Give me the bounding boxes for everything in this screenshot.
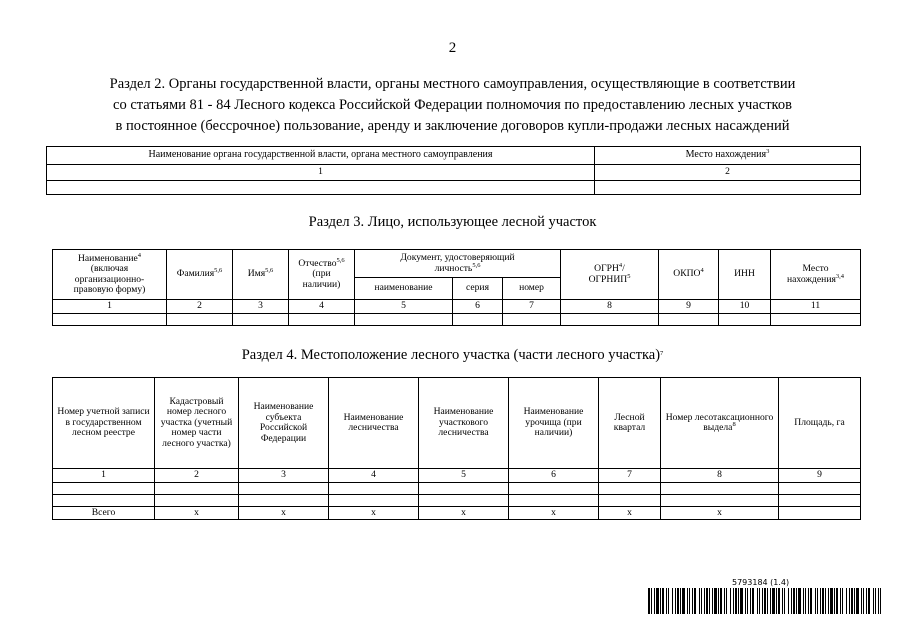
s4-colnum: 1: [53, 469, 155, 483]
s3-header-patronymic: Отчество$^{5,6}$ (при наличии): [289, 250, 355, 300]
barcode-number: 5793184 (1.4): [732, 578, 790, 587]
s4-header-tract: Наименование урочища (при наличии): [509, 378, 599, 469]
s4-total-mark: x: [599, 507, 661, 520]
s4-total-mark: x: [239, 507, 329, 520]
section2-table: [46, 146, 861, 195]
s3-header-firstname: Имя$^{5,6}$: [233, 250, 289, 300]
s3-colnum: 7: [503, 300, 561, 314]
s4-data-cell: [599, 495, 661, 507]
s4-data-cell: [779, 483, 861, 495]
s4-header-district-forestry: Наименование участкового лесничества: [419, 378, 509, 469]
s3-data-cell: [503, 314, 561, 326]
s3-header-surname: Фамилия$^{5,6}$: [167, 250, 233, 300]
section4-title: Раздел 4. Местоположение лесного участка (части лесного участка)$^7$: [241, 347, 664, 363]
s4-header-cadastral: Кадастровый номер лесного участка (учетный номер части лесного участка): [155, 378, 239, 469]
s4-total-area: [779, 507, 861, 520]
s4-colnum: 6: [509, 469, 599, 483]
s3-header-inn: ИНН: [719, 250, 771, 300]
s4-header-quarter: Лесной квартал: [599, 378, 661, 469]
s3-colnum: 2: [167, 300, 233, 314]
s4-colnum: 9: [779, 469, 861, 483]
s4-header-registry: Номер учетной записи в государственном лесном реестре: [53, 378, 155, 469]
s3-colnum: 9: [659, 300, 719, 314]
section2-title-line: в постоянное (бессрочное) пользование, аренду и заключение договоров купли-продажи лесных насаждений: [115, 118, 790, 134]
s4-data-cell: [661, 483, 779, 495]
s3-header-ogrn: ОГРН$^4$/ ОГРНИП$^5$: [561, 250, 659, 300]
section2-title-line: Раздел 2. Органы государственной власти, органы местного самоуправления, осуществляющие в соответствии: [109, 76, 796, 92]
s4-total-mark: x: [509, 507, 599, 520]
s4-colnum: 3: [239, 469, 329, 483]
s3-header-doc-number: номер: [503, 278, 561, 300]
s3-data-cell: [771, 314, 861, 326]
s4-colnum: 4: [329, 469, 419, 483]
s4-total-mark: x: [155, 507, 239, 520]
s3-data-cell: [233, 314, 289, 326]
s4-data-cell: [239, 483, 329, 495]
section3-title: Раздел 3. Лицо, использующее лесной участок: [308, 214, 597, 230]
s4-colnum: 5: [419, 469, 509, 483]
s4-data-cell: [509, 495, 599, 507]
s3-header-okpo: ОКПО$^4$: [659, 250, 719, 300]
s4-data-cell: [509, 483, 599, 495]
s4-data-cell: [779, 495, 861, 507]
s4-data-cell: [53, 483, 155, 495]
s3-colnum: 11: [771, 300, 861, 314]
s2-header-location: Место нахождения$^3$: [595, 147, 861, 165]
s3-data-cell: [289, 314, 355, 326]
s4-data-cell: [329, 495, 419, 507]
s4-data-cell: [419, 495, 509, 507]
s3-colnum: 5: [355, 300, 453, 314]
s3-data-cell: [53, 314, 167, 326]
s3-header-name: Наименование$^4$ (включая организационно- правовую форму): [53, 250, 167, 300]
s2-colnum: 2: [595, 165, 861, 181]
s2-data-cell: [595, 181, 861, 195]
s4-colnum: 8: [661, 469, 779, 483]
s2-colnum: 1: [47, 165, 595, 181]
barcode-icon: [648, 588, 881, 614]
s3-data-cell: [659, 314, 719, 326]
s4-data-cell: [661, 495, 779, 507]
s4-header-area: Площадь, га: [779, 378, 861, 469]
s4-total-mark: x: [419, 507, 509, 520]
s4-data-cell: [239, 495, 329, 507]
s4-data-cell: [53, 495, 155, 507]
s3-colnum: 3: [233, 300, 289, 314]
s4-data-cell: [155, 495, 239, 507]
s3-data-cell: [453, 314, 503, 326]
section2-title-line: со статьями 81 - 84 Лесного кодекса Российской Федерации полномочия по предоставлению лесных участков: [113, 97, 792, 113]
s4-data-cell: [329, 483, 419, 495]
s3-colnum: 4: [289, 300, 355, 314]
s3-data-cell: [355, 314, 453, 326]
s4-header-forestry: Наименование лесничества: [329, 378, 419, 469]
s3-data-cell: [167, 314, 233, 326]
section2-title: [60, 74, 845, 137]
s2-header-authority: Наименование органа государственной власти, органа местного самоуправления: [47, 147, 595, 165]
s3-header-doc-series: серия: [453, 278, 503, 300]
s4-total-mark: x: [661, 507, 779, 520]
s4-data-cell: [419, 483, 509, 495]
s3-header-location: Место нахождения$^{3,4}$: [771, 250, 861, 300]
s4-data-cell: [599, 483, 661, 495]
s4-header-compartment: Номер лесотаксационного выдела$^8$: [661, 378, 779, 469]
s4-colnum: 2: [155, 469, 239, 483]
section4-table: [52, 377, 861, 520]
s3-colnum: 1: [53, 300, 167, 314]
s3-colnum: 8: [561, 300, 659, 314]
s4-total-label: Всего: [53, 507, 155, 520]
s4-data-cell: [155, 483, 239, 495]
s2-data-cell: [47, 181, 595, 195]
s3-header-document: Документ, удостоверяющий личность$^{5,6}$: [355, 250, 561, 278]
s3-colnum: 6: [453, 300, 503, 314]
s4-total-mark: x: [329, 507, 419, 520]
section3-table: [52, 249, 861, 326]
s3-colnum: 10: [719, 300, 771, 314]
page-number: 2: [448, 40, 457, 56]
s3-data-cell: [719, 314, 771, 326]
s3-header-doc-name: наименование: [355, 278, 453, 300]
s3-data-cell: [561, 314, 659, 326]
s4-colnum: 7: [599, 469, 661, 483]
s4-header-subject: Наименование субъекта Российской Федерации: [239, 378, 329, 469]
